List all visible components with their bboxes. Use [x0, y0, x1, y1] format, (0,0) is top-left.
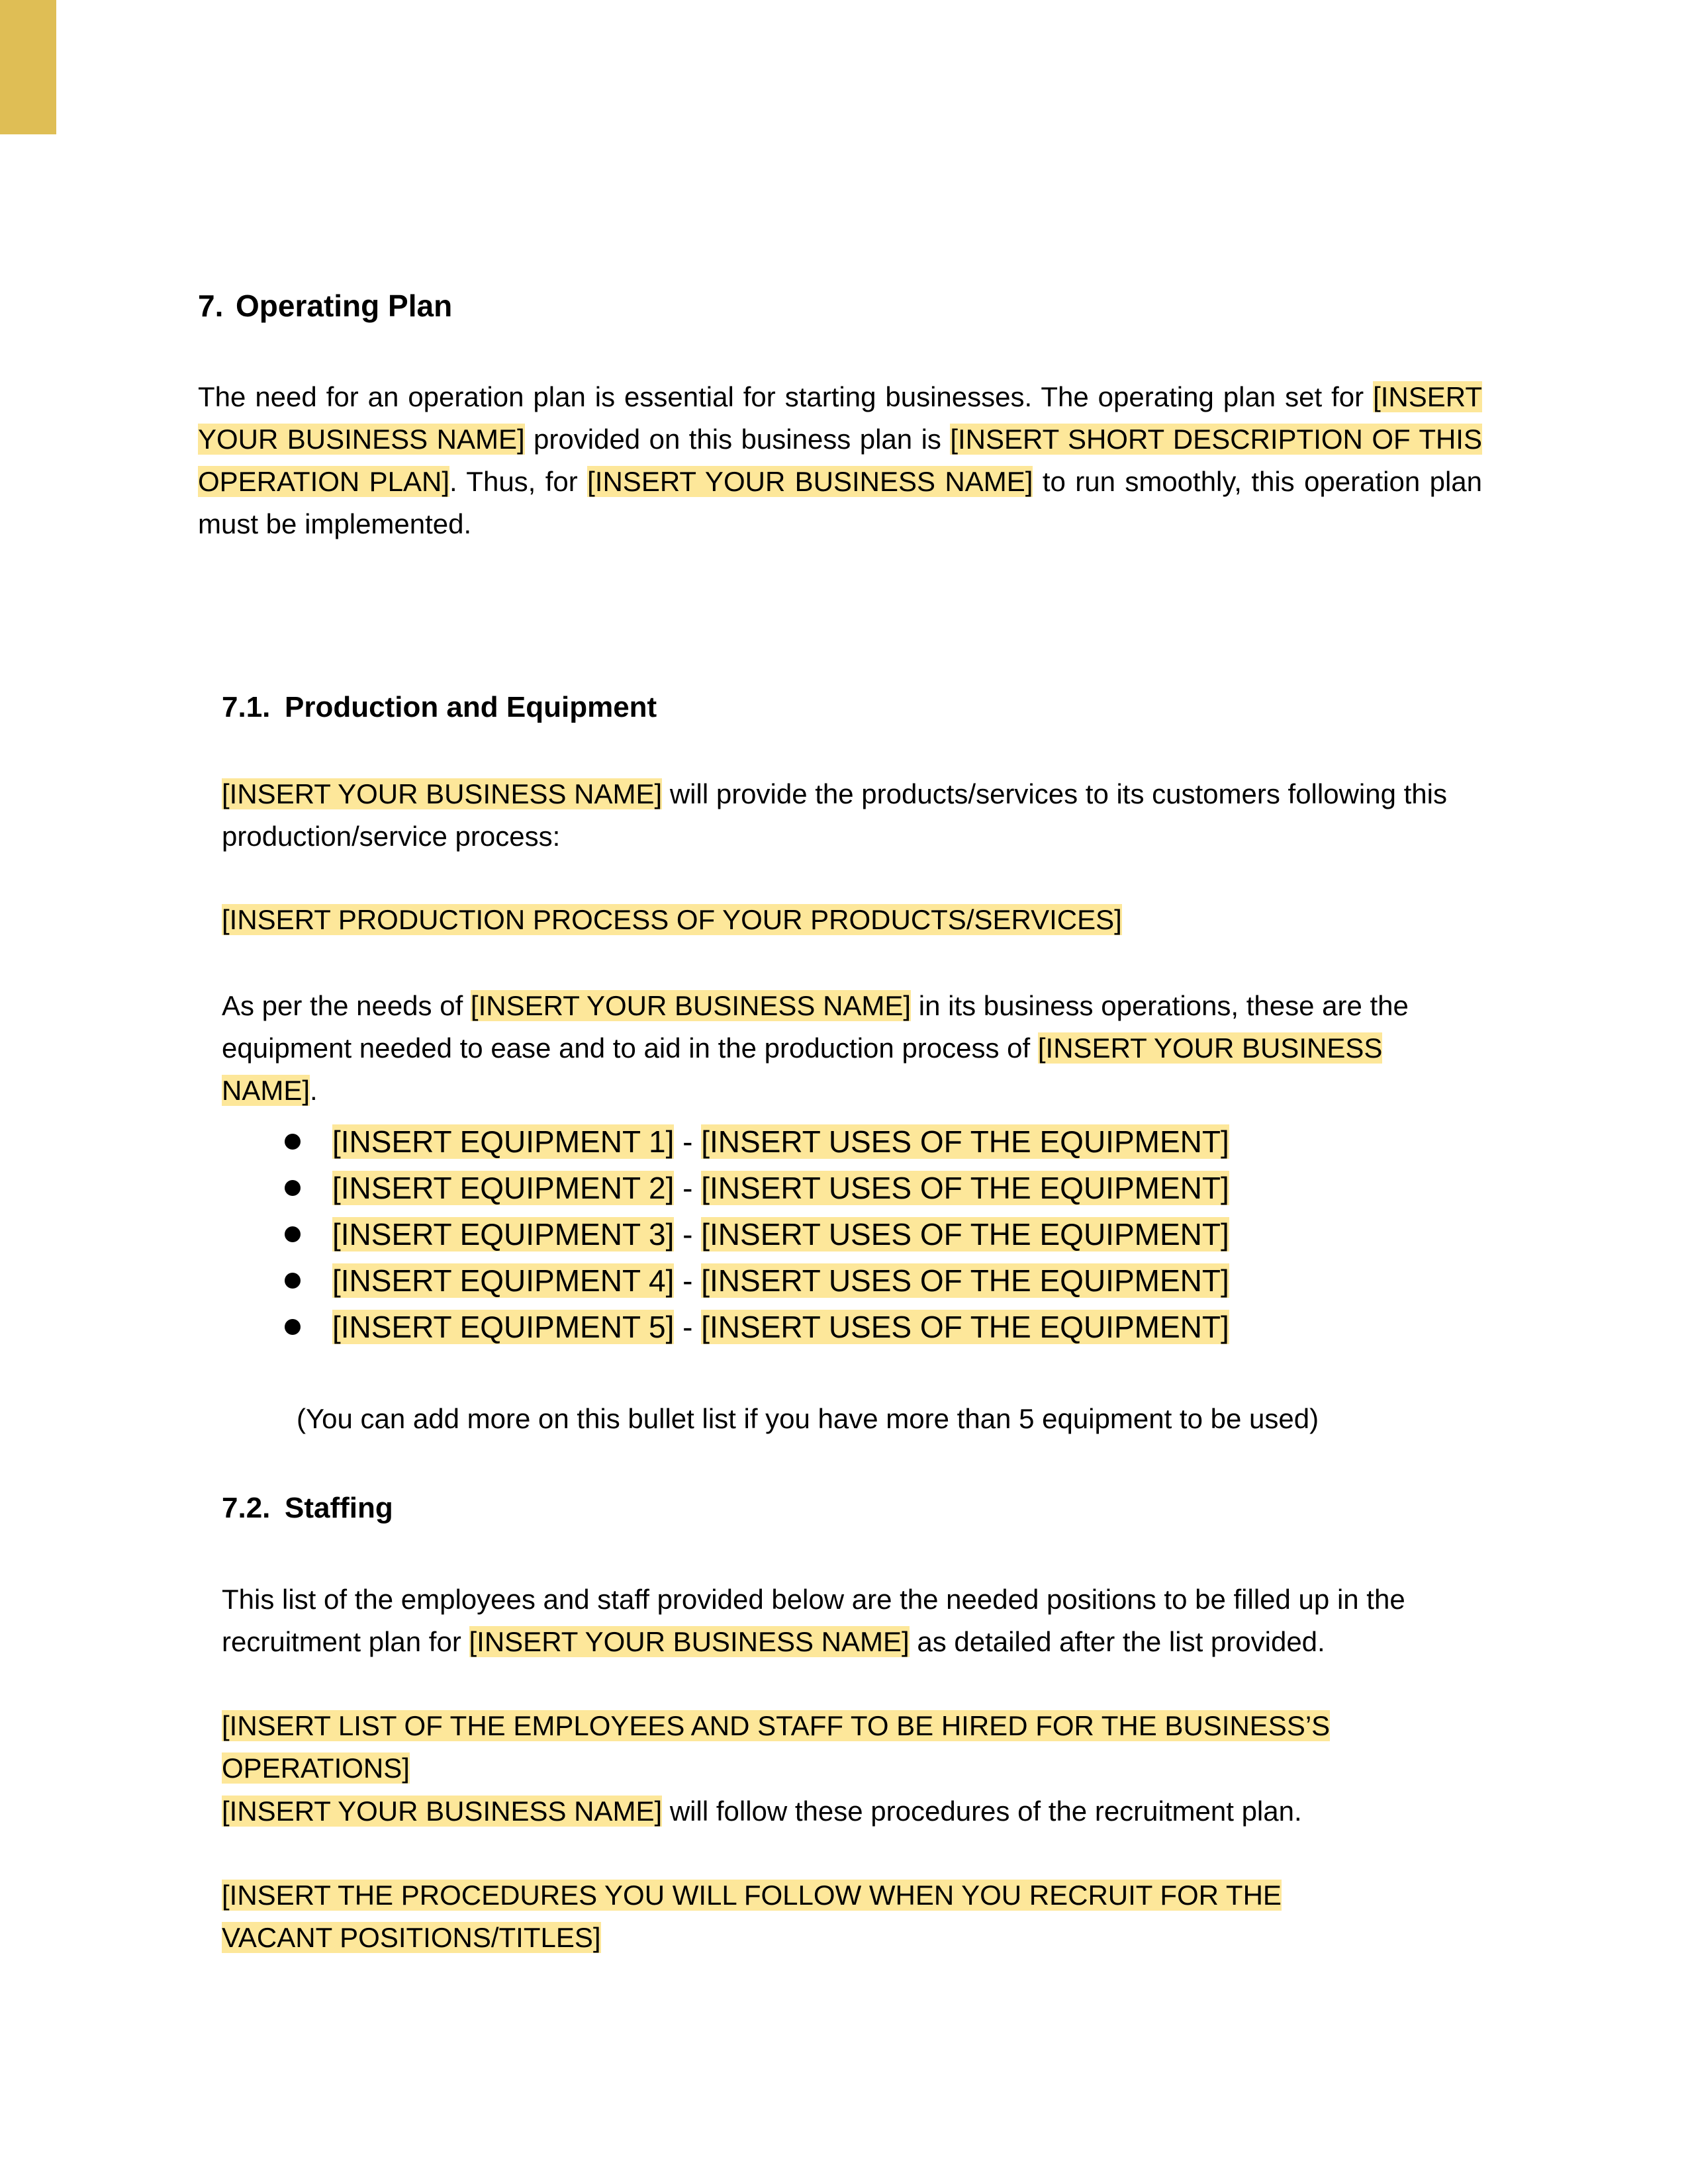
bullet-icon: [285, 1273, 301, 1289]
subsection-title: Staffing: [285, 1492, 393, 1524]
equipment-use-placeholder: [INSERT USES OF THE EQUIPMENT]: [701, 1217, 1229, 1251]
separator: -: [674, 1263, 702, 1298]
list-item: [285, 1118, 1410, 1165]
equipment-name-placeholder: [INSERT EQUIPMENT 2]: [332, 1171, 675, 1205]
production-text-4: .: [310, 1075, 318, 1106]
staffing-text-3: will follow these procedures of the recruitment plan.: [662, 1796, 1302, 1827]
intro-text-3: . Thus, for: [449, 466, 588, 497]
business-name-placeholder: [INSERT YOUR BUSINESS NAME]: [222, 1796, 663, 1827]
intro-text-2: provided on this business plan is: [524, 424, 951, 455]
procedures-placeholder: [INSERT THE PROCEDURES YOU WILL FOLLOW WHEN YOU RECRUIT FOR THE VACANT POSITIONS/TITLES]: [222, 1880, 1282, 1953]
list-item: [285, 1211, 1410, 1257]
separator: -: [674, 1124, 702, 1159]
production-text-1: will provide the products/services to its customers following this production/service process:: [222, 778, 1447, 852]
bullet-icon: [285, 1319, 301, 1335]
staffing-text-1: This list of the employees and staff provided below are the needed positions to be filled up in the recruitment plan for: [222, 1584, 1405, 1657]
equipment-note: (You can add more on this bullet list if you have more than 5 equipment to be used): [297, 1403, 1319, 1434]
staffing-paragraph-2: [222, 1790, 1479, 1833]
equipment-use-placeholder: [INSERT USES OF THE EQUIPMENT]: [701, 1310, 1229, 1344]
equipment-name-placeholder: [INSERT EQUIPMENT 5]: [332, 1310, 675, 1344]
list-item: [285, 1165, 1410, 1211]
business-name-placeholder: [INSERT YOUR BUSINESS NAME]: [222, 778, 663, 809]
section-title: Operating Plan: [236, 289, 453, 323]
staff-list-paragraph: [222, 1705, 1479, 1790]
equipment-name-placeholder: [INSERT EQUIPMENT 4]: [332, 1263, 675, 1298]
section-heading: [198, 285, 452, 327]
production-text-2: As per the needs of: [222, 990, 471, 1021]
section-number: 7.: [198, 289, 224, 323]
subsection-number: 7.2.: [222, 1492, 271, 1524]
subsection-number: 7.1.: [222, 691, 271, 723]
production-paragraph-1: [222, 773, 1479, 858]
production-paragraph-2: [222, 985, 1479, 1112]
bullet-icon: [285, 1180, 301, 1196]
separator: -: [674, 1171, 702, 1205]
intro-paragraph: [198, 376, 1482, 545]
business-name-placeholder: [INSERT YOUR BUSINESS NAME]: [587, 466, 1033, 497]
list-item: [285, 1257, 1410, 1304]
production-process-paragraph: [222, 899, 1479, 941]
business-name-placeholder: [INSERT YOUR BUSINESS NAME]: [198, 381, 1482, 455]
equipment-name-placeholder: [INSERT EQUIPMENT 3]: [332, 1217, 675, 1251]
bullet-icon: [285, 1226, 301, 1242]
separator: -: [674, 1217, 702, 1251]
production-text-3: in its business operations, these are the equipment needed to ease and to aid in the production process of: [222, 990, 1409, 1064]
subsection-heading-staffing: [222, 1487, 393, 1529]
subsection-heading-production: [222, 686, 657, 729]
intro-text-1: The need for an operation plan is essential for starting businesses. The operating plan set for: [198, 381, 1374, 412]
staffing-text-2: as detailed after the list provided.: [909, 1626, 1325, 1657]
separator: -: [674, 1310, 702, 1344]
equipment-use-placeholder: [INSERT USES OF THE EQUIPMENT]: [701, 1171, 1229, 1205]
plan-description-placeholder: [INSERT SHORT DESCRIPTION OF THIS OPERATION PLAN]: [198, 424, 1482, 497]
list-item: [285, 1304, 1410, 1350]
production-process-placeholder: [INSERT PRODUCTION PROCESS OF YOUR PRODUCTS/SERVICES]: [222, 904, 1122, 935]
staffing-paragraph-1: [222, 1578, 1479, 1663]
staff-list-placeholder: [INSERT LIST OF THE EMPLOYEES AND STAFF TO BE HIRED FOR THE BUSINESS’S OPERATIONS]: [222, 1710, 1331, 1784]
corner-accent-tab: [0, 0, 56, 134]
business-name-placeholder: [INSERT YOUR BUSINESS NAME]: [222, 1032, 1383, 1106]
equipment-list: [285, 1118, 1410, 1350]
business-name-placeholder: [INSERT YOUR BUSINESS NAME]: [469, 1626, 910, 1657]
equipment-use-placeholder: [INSERT USES OF THE EQUIPMENT]: [701, 1124, 1229, 1159]
intro-text-4: to run smoothly, this operation plan must be implemented.: [198, 466, 1482, 539]
bullet-icon: [285, 1134, 301, 1150]
procedures-paragraph: [222, 1874, 1288, 1959]
business-name-placeholder: [INSERT YOUR BUSINESS NAME]: [470, 990, 912, 1021]
equipment-name-placeholder: [INSERT EQUIPMENT 1]: [332, 1124, 675, 1159]
subsection-title: Production and Equipment: [285, 691, 657, 723]
equipment-use-placeholder: [INSERT USES OF THE EQUIPMENT]: [701, 1263, 1229, 1298]
